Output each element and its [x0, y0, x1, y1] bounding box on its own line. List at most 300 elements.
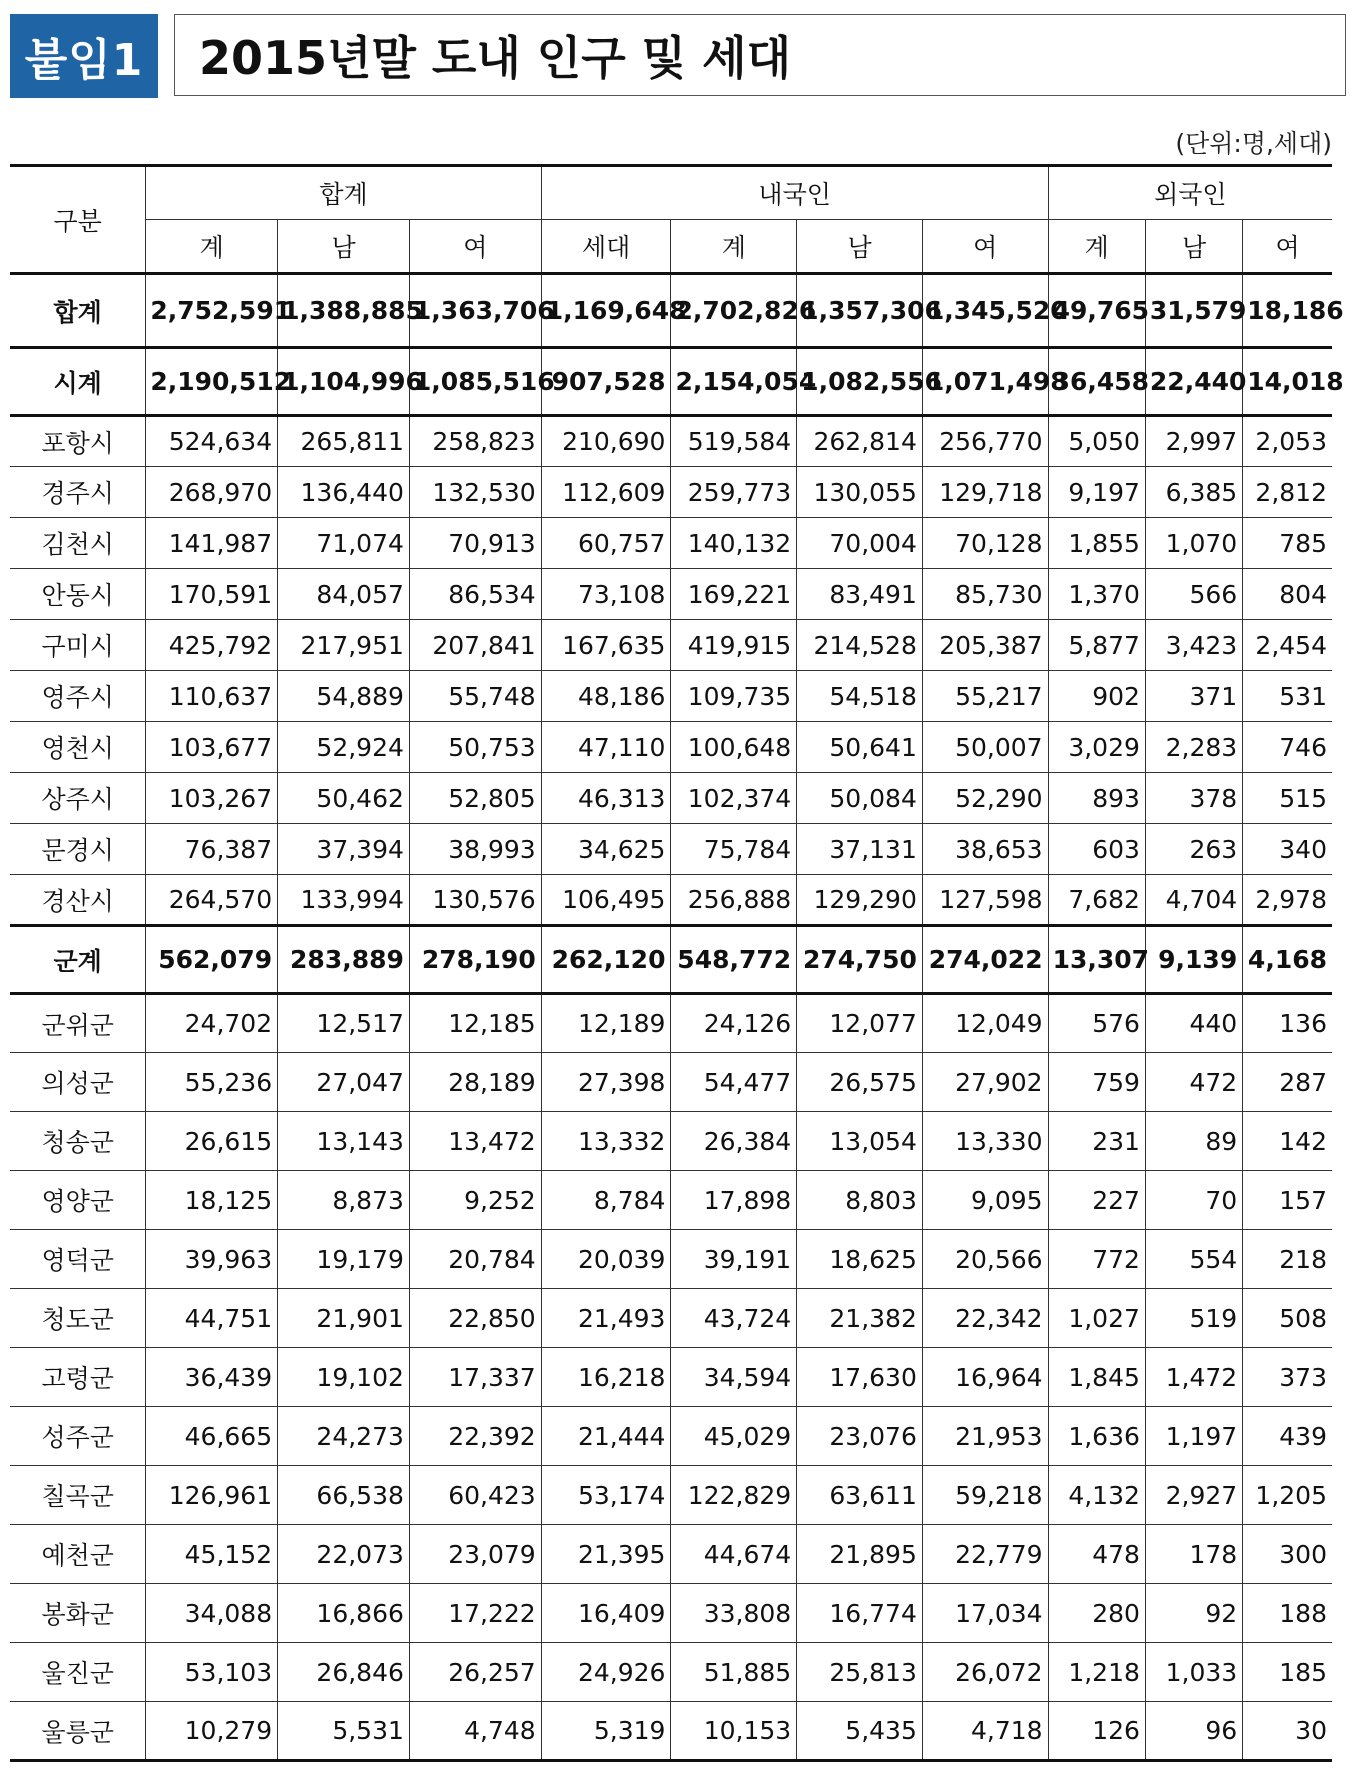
row-label: 군계 [10, 926, 146, 994]
row-label: 경산시 [10, 875, 146, 926]
table-cell: 5,319 [541, 1702, 671, 1761]
table-cell: 133,994 [278, 875, 410, 926]
row-label: 경주시 [10, 467, 146, 518]
table-cell: 141,987 [146, 518, 278, 569]
row-label: 영덕군 [10, 1230, 146, 1289]
table-cell: 75,784 [671, 824, 797, 875]
table-cell: 2,454 [1243, 620, 1332, 671]
table-cell: 103,677 [146, 722, 278, 773]
table-cell: 76,387 [146, 824, 278, 875]
table-cell: 39,191 [671, 1230, 797, 1289]
table-cell: 2,702,826 [671, 274, 797, 348]
table-cell: 43,724 [671, 1289, 797, 1348]
table-cell: 2,978 [1243, 875, 1332, 926]
table-cell: 27,047 [278, 1053, 410, 1112]
table-cell: 21,395 [541, 1525, 671, 1584]
table-cell: 893 [1048, 773, 1145, 824]
table-cell: 519,584 [671, 416, 797, 467]
table-cell: 129,718 [922, 467, 1048, 518]
table-cell: 16,774 [797, 1584, 923, 1643]
table-cell: 54,889 [278, 671, 410, 722]
row-label: 문경시 [10, 824, 146, 875]
sub-header: 남 [1145, 220, 1242, 274]
table-cell: 287 [1243, 1053, 1332, 1112]
table-cell: 31,579 [1145, 274, 1242, 348]
row-label: 구미시 [10, 620, 146, 671]
table-cell: 13,054 [797, 1112, 923, 1171]
row-label: 청도군 [10, 1289, 146, 1348]
table-cell: 262,814 [797, 416, 923, 467]
row-label: 안동시 [10, 569, 146, 620]
page-title: 2015년말 도내 인구 및 세대 [174, 14, 1346, 96]
row-label: 울진군 [10, 1643, 146, 1702]
table-cell: 130,055 [797, 467, 923, 518]
table-cell: 5,531 [278, 1702, 410, 1761]
table-row [10, 1466, 1332, 1525]
table-cell: 188 [1243, 1584, 1332, 1643]
table-cell: 22,342 [922, 1289, 1048, 1348]
table-row [10, 1643, 1332, 1702]
table-cell: 55,236 [146, 1053, 278, 1112]
table-cell: 54,477 [671, 1053, 797, 1112]
table-cell: 4,168 [1243, 926, 1332, 994]
table-cell: 50,007 [922, 722, 1048, 773]
table-cell: 373 [1243, 1348, 1332, 1407]
table-cell: 6,385 [1145, 467, 1242, 518]
corner-header: 구분 [10, 166, 146, 274]
table-cell: 37,394 [278, 824, 410, 875]
table-row [10, 875, 1332, 926]
table-cell: 17,630 [797, 1348, 923, 1407]
table-cell: 340 [1243, 824, 1332, 875]
row-label: 칠곡군 [10, 1466, 146, 1525]
table-cell: 378 [1145, 773, 1242, 824]
group-header: 외국인 [1048, 166, 1332, 220]
table-cell: 50,462 [278, 773, 410, 824]
table-cell: 17,034 [922, 1584, 1048, 1643]
table-cell: 264,570 [146, 875, 278, 926]
table-row [10, 1584, 1332, 1643]
table-cell: 70,004 [797, 518, 923, 569]
table-cell: 8,784 [541, 1171, 671, 1230]
table-cell: 515 [1243, 773, 1332, 824]
table-row [10, 1112, 1332, 1171]
table-cell: 210,690 [541, 416, 671, 467]
table-cell: 1,388,885 [278, 274, 410, 348]
table-cell: 130,576 [409, 875, 541, 926]
table-cell: 18,625 [797, 1230, 923, 1289]
table-cell: 26,575 [797, 1053, 923, 1112]
table-cell: 1,104,996 [278, 348, 410, 416]
table-cell: 2,752,591 [146, 274, 278, 348]
table-cell: 22,779 [922, 1525, 1048, 1584]
row-label: 포항시 [10, 416, 146, 467]
row-label: 군위군 [10, 994, 146, 1053]
table-cell: 2,283 [1145, 722, 1242, 773]
table-cell: 21,382 [797, 1289, 923, 1348]
table-cell: 60,757 [541, 518, 671, 569]
table-cell: 20,784 [409, 1230, 541, 1289]
table-cell: 83,491 [797, 569, 923, 620]
table-cell: 2,812 [1243, 467, 1332, 518]
table-cell: 2,053 [1243, 416, 1332, 467]
sub-header: 계 [671, 220, 797, 274]
table-cell: 63,611 [797, 1466, 923, 1525]
table-row [10, 994, 1332, 1053]
table-cell: 55,217 [922, 671, 1048, 722]
table-cell: 16,964 [922, 1348, 1048, 1407]
table-cell: 519 [1145, 1289, 1242, 1348]
table-cell: 44,751 [146, 1289, 278, 1348]
table-cell: 8,803 [797, 1171, 923, 1230]
table-row [10, 1407, 1332, 1466]
table-cell: 169,221 [671, 569, 797, 620]
table-cell: 47,110 [541, 722, 671, 773]
table-cell: 36,458 [1048, 348, 1145, 416]
table-cell: 22,073 [278, 1525, 410, 1584]
table-cell: 7,682 [1048, 875, 1145, 926]
table-cell: 178 [1145, 1525, 1242, 1584]
table-cell: 274,022 [922, 926, 1048, 994]
table-cell: 38,653 [922, 824, 1048, 875]
city-total-row [10, 348, 1332, 416]
table-row [10, 671, 1332, 722]
table-cell: 70 [1145, 1171, 1242, 1230]
table-cell: 2,154,054 [671, 348, 797, 416]
table-cell: 1,345,520 [922, 274, 1048, 348]
group-header: 내국인 [541, 166, 1048, 220]
table-cell: 46,665 [146, 1407, 278, 1466]
table-cell: 371 [1145, 671, 1242, 722]
table-cell: 52,805 [409, 773, 541, 824]
table-cell: 5,435 [797, 1702, 923, 1761]
sub-header: 남 [278, 220, 410, 274]
table-cell: 24,926 [541, 1643, 671, 1702]
table-cell: 13,332 [541, 1112, 671, 1171]
row-label: 영양군 [10, 1171, 146, 1230]
table-cell: 283,889 [278, 926, 410, 994]
table-cell: 1,636 [1048, 1407, 1145, 1466]
table-row [10, 569, 1332, 620]
table-cell: 53,174 [541, 1466, 671, 1525]
table-cell: 34,594 [671, 1348, 797, 1407]
table-cell: 804 [1243, 569, 1332, 620]
table-cell: 562,079 [146, 926, 278, 994]
table-cell: 51,885 [671, 1643, 797, 1702]
table-cell: 122,829 [671, 1466, 797, 1525]
table-row [10, 1702, 1332, 1761]
table-cell: 22,392 [409, 1407, 541, 1466]
table-cell: 21,901 [278, 1289, 410, 1348]
table-cell: 300 [1243, 1525, 1332, 1584]
table-cell: 548,772 [671, 926, 797, 994]
table-cell: 902 [1048, 671, 1145, 722]
sub-header: 여 [1243, 220, 1332, 274]
table-cell: 785 [1243, 518, 1332, 569]
table-cell: 157 [1243, 1171, 1332, 1230]
table-cell: 278,190 [409, 926, 541, 994]
table-cell: 440 [1145, 994, 1242, 1053]
table-cell: 1,218 [1048, 1643, 1145, 1702]
table-cell: 70,128 [922, 518, 1048, 569]
table-cell: 5,050 [1048, 416, 1145, 467]
row-label: 상주시 [10, 773, 146, 824]
table-row [10, 1053, 1332, 1112]
table-cell: 24,702 [146, 994, 278, 1053]
table-cell: 5,877 [1048, 620, 1145, 671]
table-cell: 54,518 [797, 671, 923, 722]
table-cell: 109,735 [671, 671, 797, 722]
table-row [10, 1289, 1332, 1348]
table-cell: 60,423 [409, 1466, 541, 1525]
table-cell: 22,850 [409, 1289, 541, 1348]
table-row [10, 620, 1332, 671]
table-cell: 17,898 [671, 1171, 797, 1230]
table-cell: 1,085,516 [409, 348, 541, 416]
table-cell: 86,534 [409, 569, 541, 620]
table-cell: 4,132 [1048, 1466, 1145, 1525]
table-cell: 96 [1145, 1702, 1242, 1761]
table-row [10, 467, 1332, 518]
table-cell: 106,495 [541, 875, 671, 926]
table-cell: 185 [1243, 1643, 1332, 1702]
table-cell: 16,218 [541, 1348, 671, 1407]
table-cell: 26,384 [671, 1112, 797, 1171]
table-cell: 1,472 [1145, 1348, 1242, 1407]
table-cell: 100,648 [671, 722, 797, 773]
table-cell: 71,074 [278, 518, 410, 569]
table-cell: 1,033 [1145, 1643, 1242, 1702]
table-cell: 38,993 [409, 824, 541, 875]
table-cell: 21,953 [922, 1407, 1048, 1466]
population-table [10, 164, 1344, 1762]
table-cell: 44,674 [671, 1525, 797, 1584]
table-cell: 136 [1243, 994, 1332, 1053]
attachment-badge: 붙임1 [10, 14, 158, 98]
row-label: 고령군 [10, 1348, 146, 1407]
county-total-row [10, 926, 1332, 994]
table-cell: 1,855 [1048, 518, 1145, 569]
table-cell: 268,970 [146, 467, 278, 518]
table-cell: 50,641 [797, 722, 923, 773]
table-cell: 28,189 [409, 1053, 541, 1112]
table-cell: 425,792 [146, 620, 278, 671]
table-cell: 8,873 [278, 1171, 410, 1230]
table-cell: 36,439 [146, 1348, 278, 1407]
table-cell: 218 [1243, 1230, 1332, 1289]
table-cell: 21,895 [797, 1525, 923, 1584]
table-cell: 746 [1243, 722, 1332, 773]
table-cell: 26,615 [146, 1112, 278, 1171]
table-cell: 170,591 [146, 569, 278, 620]
table-cell: 20,039 [541, 1230, 671, 1289]
table-cell: 13,330 [922, 1112, 1048, 1171]
table-cell: 45,152 [146, 1525, 278, 1584]
table-cell: 4,748 [409, 1702, 541, 1761]
table-cell: 19,179 [278, 1230, 410, 1289]
table-cell: 34,625 [541, 824, 671, 875]
table-cell: 274,750 [797, 926, 923, 994]
table-cell: 21,493 [541, 1289, 671, 1348]
table-cell: 17,337 [409, 1348, 541, 1407]
table-cell: 13,307 [1048, 926, 1145, 994]
table-row [10, 1348, 1332, 1407]
table-cell: 21,444 [541, 1407, 671, 1466]
table-cell: 603 [1048, 824, 1145, 875]
sub-header: 계 [1048, 220, 1145, 274]
table-cell: 55,748 [409, 671, 541, 722]
table-cell: 9,139 [1145, 926, 1242, 994]
table-cell: 26,072 [922, 1643, 1048, 1702]
row-label: 봉화군 [10, 1584, 146, 1643]
row-label: 김천시 [10, 518, 146, 569]
table-cell: 772 [1048, 1230, 1145, 1289]
row-label: 예천군 [10, 1525, 146, 1584]
table-cell: 12,517 [278, 994, 410, 1053]
table-cell: 10,153 [671, 1702, 797, 1761]
table-cell: 508 [1243, 1289, 1332, 1348]
header-row-subcols [10, 220, 1332, 274]
table-cell: 102,374 [671, 773, 797, 824]
table-cell: 1,357,306 [797, 274, 923, 348]
table-cell: 14,018 [1243, 348, 1332, 416]
table-cell: 18,186 [1243, 274, 1332, 348]
table-cell: 1,071,498 [922, 348, 1048, 416]
table-cell: 26,846 [278, 1643, 410, 1702]
table-cell: 66,538 [278, 1466, 410, 1525]
table-cell: 12,077 [797, 994, 923, 1053]
row-label: 합계 [10, 274, 146, 348]
table-cell: 472 [1145, 1053, 1242, 1112]
group-header: 합계 [146, 166, 541, 220]
table-cell: 214,528 [797, 620, 923, 671]
table-cell: 9,197 [1048, 467, 1145, 518]
table-cell: 531 [1243, 671, 1332, 722]
unit-note: (단위:명,세대) [1175, 129, 1332, 158]
table-cell: 59,218 [922, 1466, 1048, 1525]
table-row [10, 824, 1332, 875]
total-row [10, 274, 1332, 348]
table-cell: 33,808 [671, 1584, 797, 1643]
table-cell: 4,704 [1145, 875, 1242, 926]
table-cell: 85,730 [922, 569, 1048, 620]
table-cell: 2,190,512 [146, 348, 278, 416]
table-cell: 126 [1048, 1702, 1145, 1761]
table-row [10, 1171, 1332, 1230]
table-cell: 1,169,648 [541, 274, 671, 348]
table-cell: 227 [1048, 1171, 1145, 1230]
table-cell: 2,997 [1145, 416, 1242, 467]
table-cell: 126,961 [146, 1466, 278, 1525]
table-cell: 439 [1243, 1407, 1332, 1466]
row-label: 영주시 [10, 671, 146, 722]
table-cell: 23,076 [797, 1407, 923, 1466]
table-row [10, 722, 1332, 773]
table-row [10, 1230, 1332, 1289]
table-cell: 26,257 [409, 1643, 541, 1702]
table-cell: 1,205 [1243, 1466, 1332, 1525]
table-cell: 12,185 [409, 994, 541, 1053]
sub-header: 여 [409, 220, 541, 274]
table-cell: 45,029 [671, 1407, 797, 1466]
table-cell: 34,088 [146, 1584, 278, 1643]
table-cell: 103,267 [146, 773, 278, 824]
sub-header: 세대 [541, 220, 671, 274]
table-cell: 24,126 [671, 994, 797, 1053]
table-cell: 127,598 [922, 875, 1048, 926]
sub-header: 계 [146, 220, 278, 274]
table-cell: 48,186 [541, 671, 671, 722]
table-cell: 19,102 [278, 1348, 410, 1407]
table-cell: 27,398 [541, 1053, 671, 1112]
table-cell: 112,609 [541, 467, 671, 518]
table-cell: 1,845 [1048, 1348, 1145, 1407]
table-cell: 759 [1048, 1053, 1145, 1112]
table-cell: 265,811 [278, 416, 410, 467]
table-cell: 259,773 [671, 467, 797, 518]
table-cell: 262,120 [541, 926, 671, 994]
table-cell: 217,951 [278, 620, 410, 671]
table-cell: 566 [1145, 569, 1242, 620]
table-cell: 49,765 [1048, 274, 1145, 348]
sub-header: 남 [797, 220, 923, 274]
table-cell: 4,718 [922, 1702, 1048, 1761]
table-cell: 22,440 [1145, 348, 1242, 416]
table-cell: 207,841 [409, 620, 541, 671]
table-cell: 110,637 [146, 671, 278, 722]
table-cell: 142 [1243, 1112, 1332, 1171]
table-cell: 18,125 [146, 1171, 278, 1230]
table-cell: 10,279 [146, 1702, 278, 1761]
table-cell: 140,132 [671, 518, 797, 569]
table-cell: 258,823 [409, 416, 541, 467]
table-cell: 478 [1048, 1525, 1145, 1584]
table-cell: 12,189 [541, 994, 671, 1053]
table-cell: 27,902 [922, 1053, 1048, 1112]
header-row-groups [10, 166, 1332, 220]
table-cell: 13,472 [409, 1112, 541, 1171]
table-cell: 89 [1145, 1112, 1242, 1171]
table-cell: 24,273 [278, 1407, 410, 1466]
table-cell: 2,927 [1145, 1466, 1242, 1525]
table-cell: 1,197 [1145, 1407, 1242, 1466]
table-cell: 50,084 [797, 773, 923, 824]
table-cell: 39,963 [146, 1230, 278, 1289]
table-cell: 16,866 [278, 1584, 410, 1643]
table-cell: 419,915 [671, 620, 797, 671]
table-cell: 576 [1048, 994, 1145, 1053]
table-cell: 16,409 [541, 1584, 671, 1643]
table-cell: 84,057 [278, 569, 410, 620]
table-cell: 70,913 [409, 518, 541, 569]
table-cell: 129,290 [797, 875, 923, 926]
table-cell: 52,924 [278, 722, 410, 773]
table-cell: 73,108 [541, 569, 671, 620]
table-row [10, 1525, 1332, 1584]
table-cell: 92 [1145, 1584, 1242, 1643]
table-cell: 25,813 [797, 1643, 923, 1702]
table-cell: 1,070 [1145, 518, 1242, 569]
sub-header: 여 [922, 220, 1048, 274]
table-cell: 136,440 [278, 467, 410, 518]
table-cell: 20,566 [922, 1230, 1048, 1289]
table-cell: 132,530 [409, 467, 541, 518]
table-cell: 280 [1048, 1584, 1145, 1643]
table-cell: 1,363,706 [409, 274, 541, 348]
table-cell: 9,095 [922, 1171, 1048, 1230]
table-cell: 231 [1048, 1112, 1145, 1171]
table-cell: 9,252 [409, 1171, 541, 1230]
